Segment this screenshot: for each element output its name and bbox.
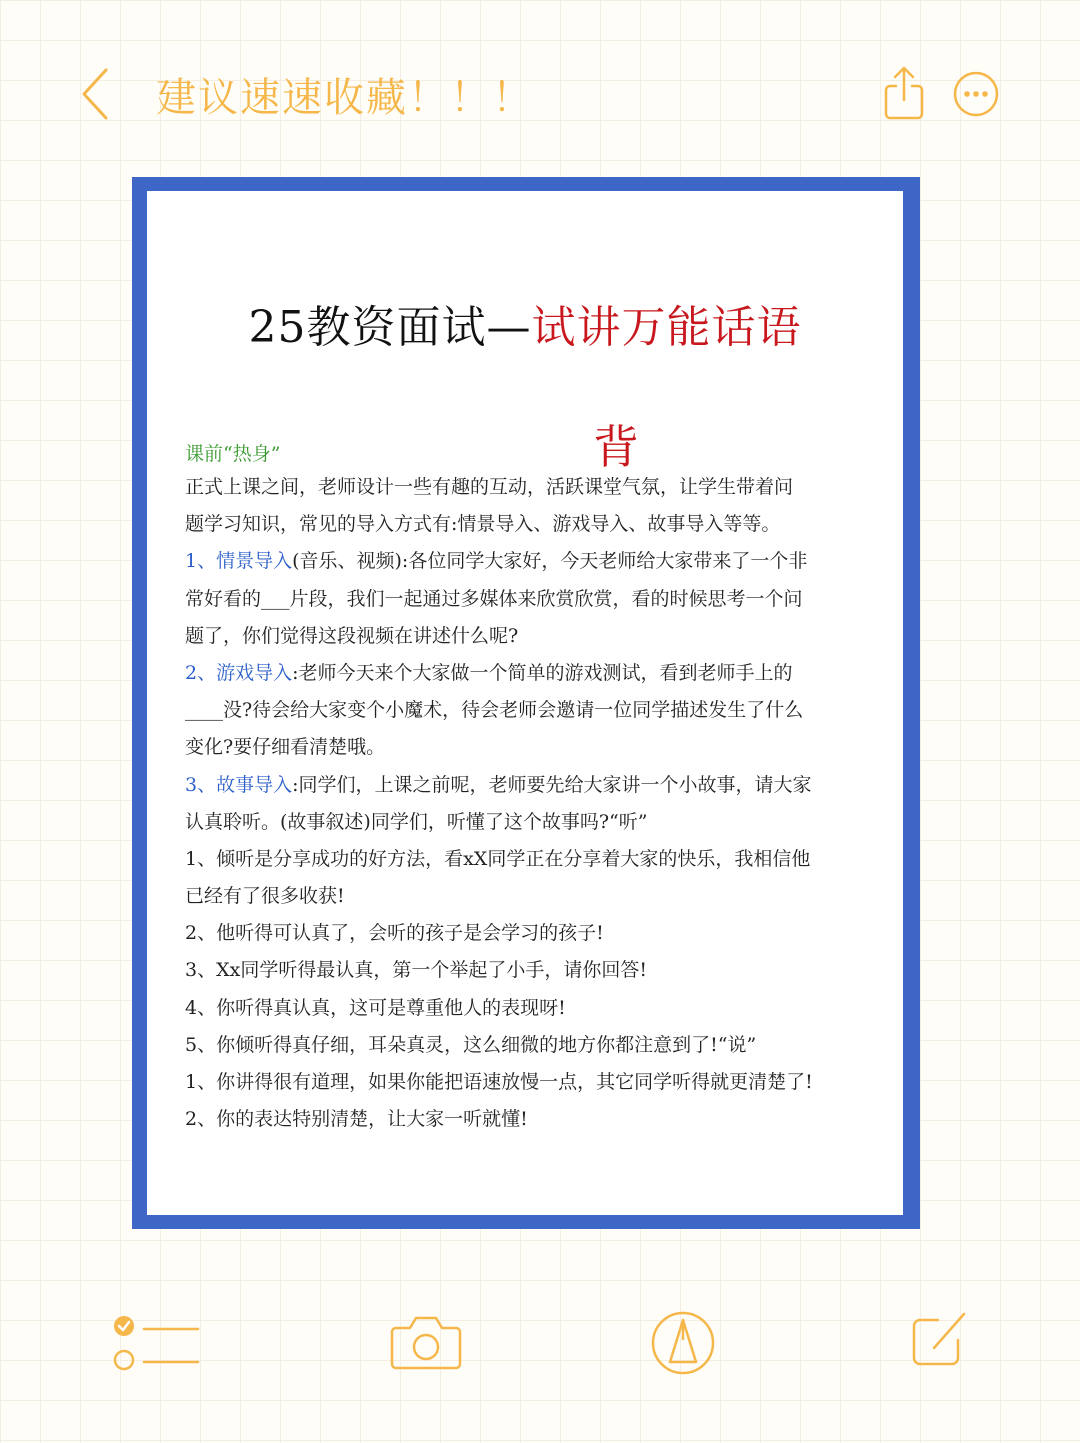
more-icon[interactable]: [952, 70, 1000, 118]
intro-method-label: 1、情景导入: [185, 550, 293, 573]
chevron-left-icon[interactable]: [70, 62, 130, 126]
camera-icon[interactable]: [388, 1312, 464, 1378]
text-line: 4、你听得真认真，这可是尊重他人的表现呀!: [185, 996, 566, 1019]
text-line: 题学习知识，常见的导入方式有:情景导入、游戏导入、故事导入等等。: [185, 513, 781, 536]
text-line: 2、他听得可认真了，会听的孩子是会学习的孩子!: [185, 922, 604, 945]
text-line: 常好看的___片段，我们一起通过多媒体来欣赏欣赏，看的时候思考一个问: [185, 587, 803, 610]
text-line: 正式上课之间，老师设计一些有趣的互动，活跃课堂气氛，让学生带着问: [185, 476, 794, 498]
share-icon[interactable]: [880, 64, 928, 124]
text-line: 1、倾听是分享成功的好方法，看xX同学正在分享着大家的快乐，我相信他: [185, 847, 811, 870]
document-body: [185, 469, 885, 1138]
checklist-icon[interactable]: [110, 1312, 202, 1378]
memorize-mark: 背: [593, 420, 639, 474]
text-line: 3、Xx同学听得最认真，第一个举起了小手，请你回答!: [185, 959, 647, 982]
text-line: 2、游戏导入:老师今天来个大家做一个简单的游戏测试，看到老师手上的: [185, 661, 793, 684]
text-line: 认真聆听。(故事叙述)同学们，听懂了这个故事吗?“听”: [185, 810, 648, 833]
text-line: 题了，你们觉得这段视频在讲述什么呢?: [185, 624, 519, 647]
section-title: 课前“热身”: [185, 443, 281, 465]
document-title: [147, 291, 903, 355]
text-line: 3、故事导入:同学们，上课之前呢，老师要先给大家讲一个小故事，请大家: [185, 773, 812, 796]
document-page: [147, 191, 903, 1215]
pen-icon[interactable]: [650, 1310, 716, 1380]
intro-method-label: 3、故事导入: [185, 773, 293, 796]
text-line: 1、情景导入(音乐、视频):各位同学大家好，今天老师给大家带来了一个非: [185, 550, 808, 573]
title-black-part: 25教资面试—: [248, 302, 532, 353]
note-title: 建议速速收藏！！！: [156, 75, 534, 121]
document-card: [132, 177, 920, 1229]
text-line: 变化?要仔细看清楚哦。: [185, 736, 386, 759]
intro-method-label: 2、游戏导入: [185, 661, 293, 684]
text-line: 1、你讲得很有道理，如果你能把语速放慢一点，其它同学听得就更清楚了!: [185, 1071, 813, 1093]
compose-icon[interactable]: [908, 1308, 972, 1378]
text-line: 5、你倾听得真仔细，耳朵真灵，这么细微的地方你都注意到了!“说”: [185, 1033, 757, 1056]
bottom-toolbar: [0, 1290, 1080, 1410]
text-line: 已经有了很多收获!: [185, 885, 345, 908]
text-line: 2、你的表达特别清楚，让大家一听就懂!: [185, 1108, 528, 1131]
text-line: ____没?待会给大家变个小魔术，待会老师会邀请一位同学描述发生了什么: [185, 699, 804, 722]
title-red-part: 试讲万能话语: [531, 302, 802, 353]
top-navigation-bar: [0, 0, 1080, 190]
